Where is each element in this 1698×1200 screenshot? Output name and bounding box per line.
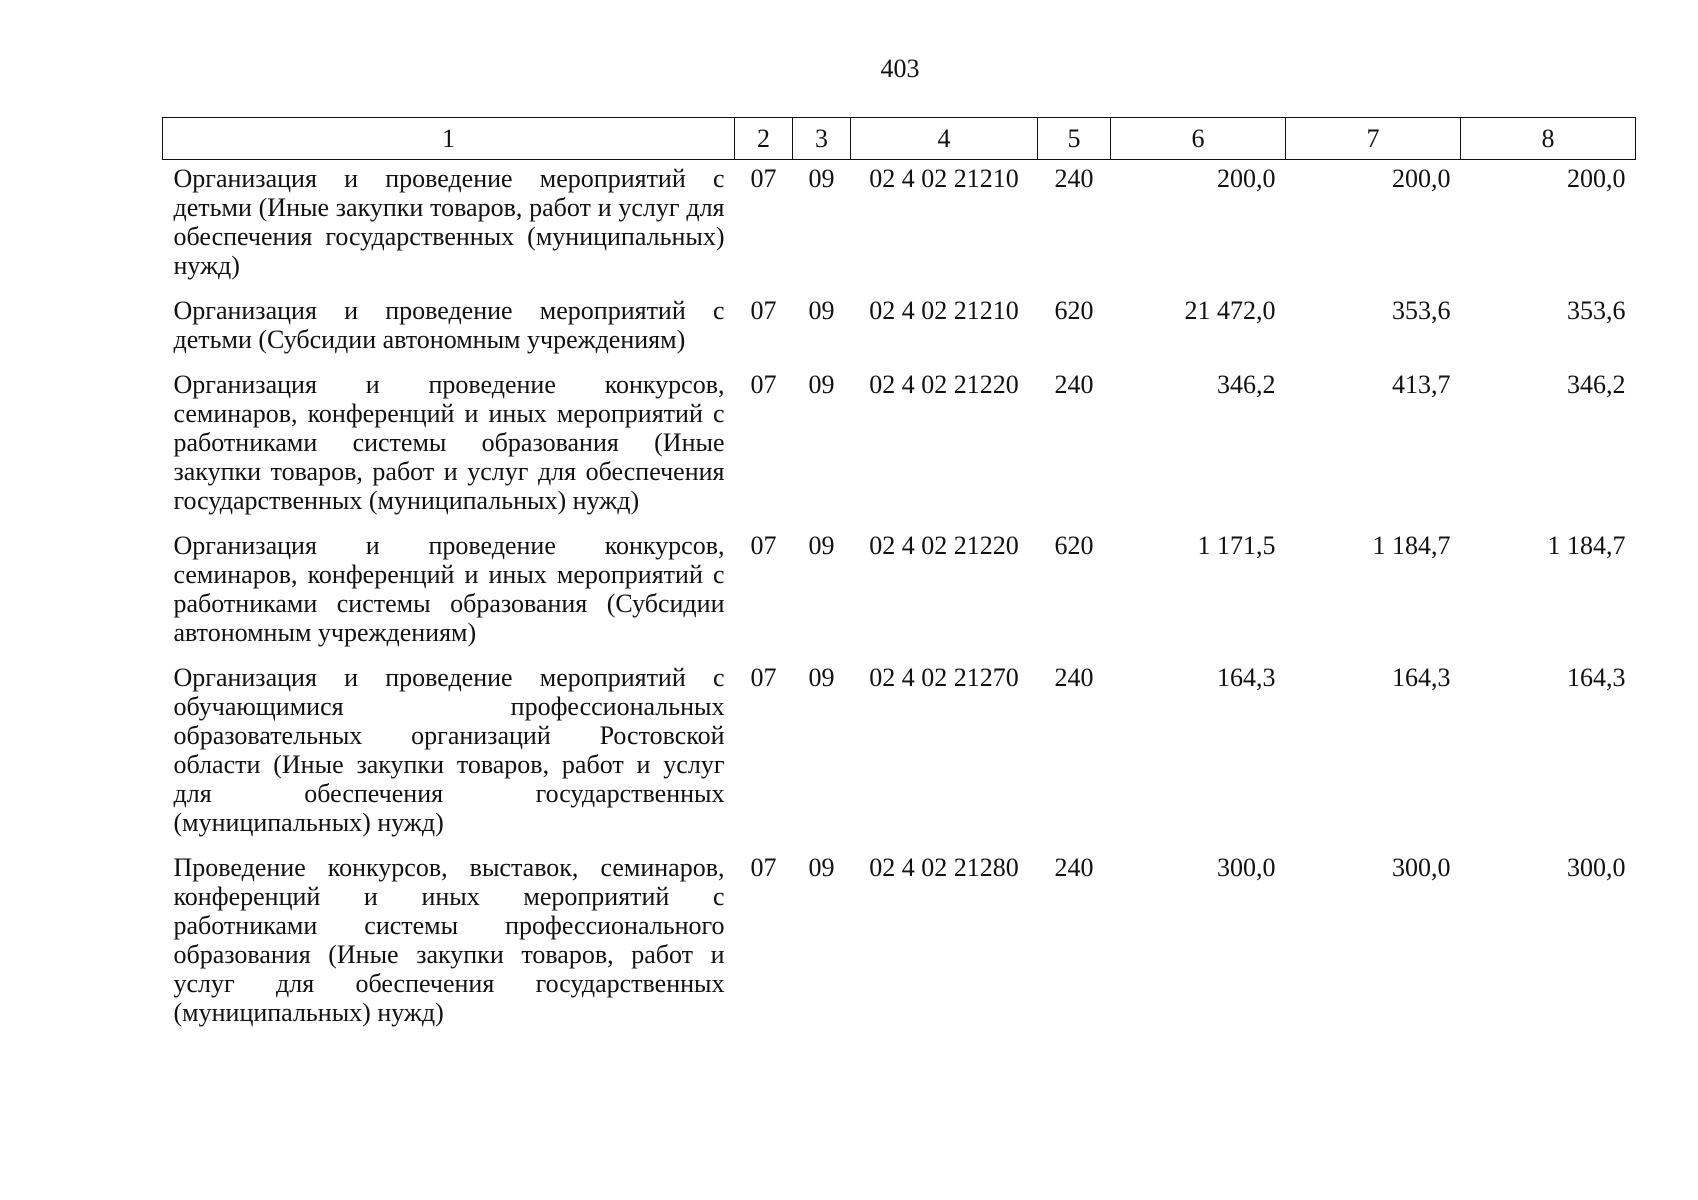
subsection-code: 09 <box>808 370 835 399</box>
table-row <box>163 292 1636 366</box>
amount-col-7: 353,6 <box>1392 296 1451 325</box>
subsection-code: 09 <box>808 663 835 692</box>
header-cell: 6 <box>1111 118 1286 160</box>
header-cell: 4 <box>851 118 1038 160</box>
amount-col-6: 200,0 <box>1217 164 1276 193</box>
header-cell: 5 <box>1038 118 1111 160</box>
budget-table <box>162 117 1636 1039</box>
header-cell: 3 <box>793 118 851 160</box>
amount-col-7: 164,3 <box>1392 663 1451 692</box>
table-row <box>163 160 1636 293</box>
amount-col-6: 1 171,5 <box>1197 531 1276 560</box>
amount-col-8: 346,2 <box>1567 370 1626 399</box>
amount-col-6: 21 472,0 <box>1184 296 1276 325</box>
section-code: 07 <box>750 663 777 692</box>
row-description: Организация и проведение мероприятий с детьми (Иные закупки товаров, работ и услуг для обеспечения государственных (муниципальных) нужд) <box>173 164 725 280</box>
amount-col-8: 200,0 <box>1567 164 1626 193</box>
table-row <box>163 849 1636 1039</box>
amount-col-6: 300,0 <box>1217 853 1276 882</box>
amount-col-8: 300,0 <box>1567 853 1626 882</box>
section-code: 07 <box>750 853 777 882</box>
amount-col-8: 164,3 <box>1567 663 1626 692</box>
amount-col-7: 1 184,7 <box>1372 531 1451 560</box>
target-article-code: 02 4 02 21220 <box>869 370 1019 399</box>
row-description: Организация и проведение мероприятий с детьми (Субсидии автономным учреждениям) <box>173 296 725 354</box>
section-code: 07 <box>750 531 777 560</box>
amount-col-6: 346,2 <box>1217 370 1276 399</box>
section-code: 07 <box>750 164 777 193</box>
target-article-code: 02 4 02 21210 <box>869 164 1019 193</box>
section-code: 07 <box>750 296 777 325</box>
subsection-code: 09 <box>808 531 835 560</box>
subsection-code: 09 <box>808 164 835 193</box>
table-row <box>163 366 1636 527</box>
header-cell: 2 <box>735 118 793 160</box>
page-number: 403 <box>880 54 920 83</box>
target-article-code: 02 4 02 21270 <box>869 663 1019 692</box>
amount-col-7: 200,0 <box>1392 164 1451 193</box>
header-cell: 1 <box>163 118 735 160</box>
subsection-code: 09 <box>808 296 835 325</box>
row-description: Проведение конкурсов, выставок, семинаров, конференций и иных мероприятий с работниками системы профессионального образования (Иные закупки товаров, работ и услуг для обеспечения государственных (муниципальных) нужд) <box>173 853 725 1027</box>
row-description: Организация и проведение конкурсов, семинаров, конференций и иных мероприятий с работниками системы образования (Субсидии автономным учреждениям) <box>173 531 725 647</box>
target-article-code: 02 4 02 21280 <box>869 853 1019 882</box>
expense-type-code: 240 <box>1054 853 1094 882</box>
amount-col-8: 1 184,7 <box>1547 531 1626 560</box>
subsection-code: 09 <box>808 853 835 882</box>
header-cell: 7 <box>1286 118 1461 160</box>
expense-type-code: 240 <box>1054 663 1094 692</box>
table-row <box>163 659 1636 849</box>
target-article-code: 02 4 02 21220 <box>869 531 1019 560</box>
header-row <box>163 118 1636 160</box>
table-row <box>163 527 1636 659</box>
target-article-code: 02 4 02 21210 <box>869 296 1019 325</box>
expense-type-code: 240 <box>1054 164 1094 193</box>
amount-col-8: 353,6 <box>1567 296 1626 325</box>
amount-col-7: 413,7 <box>1392 370 1451 399</box>
expense-type-code: 240 <box>1054 370 1094 399</box>
expense-type-code: 620 <box>1054 531 1094 560</box>
section-code: 07 <box>750 370 777 399</box>
header-cell: 8 <box>1461 118 1636 160</box>
amount-col-7: 300,0 <box>1392 853 1451 882</box>
amount-col-6: 164,3 <box>1217 663 1276 692</box>
expense-type-code: 620 <box>1054 296 1094 325</box>
row-description: Организация и проведение конкурсов, семинаров, конференций и иных мероприятий с работниками системы образования (Иные закупки товаров, работ и услуг для обеспечения государственных (муниципальных) нужд) <box>173 370 725 515</box>
row-description: Организация и проведение мероприятий с обучающимися профессиональных образовательных организаций Ростовской области (Иные закупки товаров, работ и услуг для обеспечения государственных (муниципальных) нужд) <box>173 663 725 837</box>
